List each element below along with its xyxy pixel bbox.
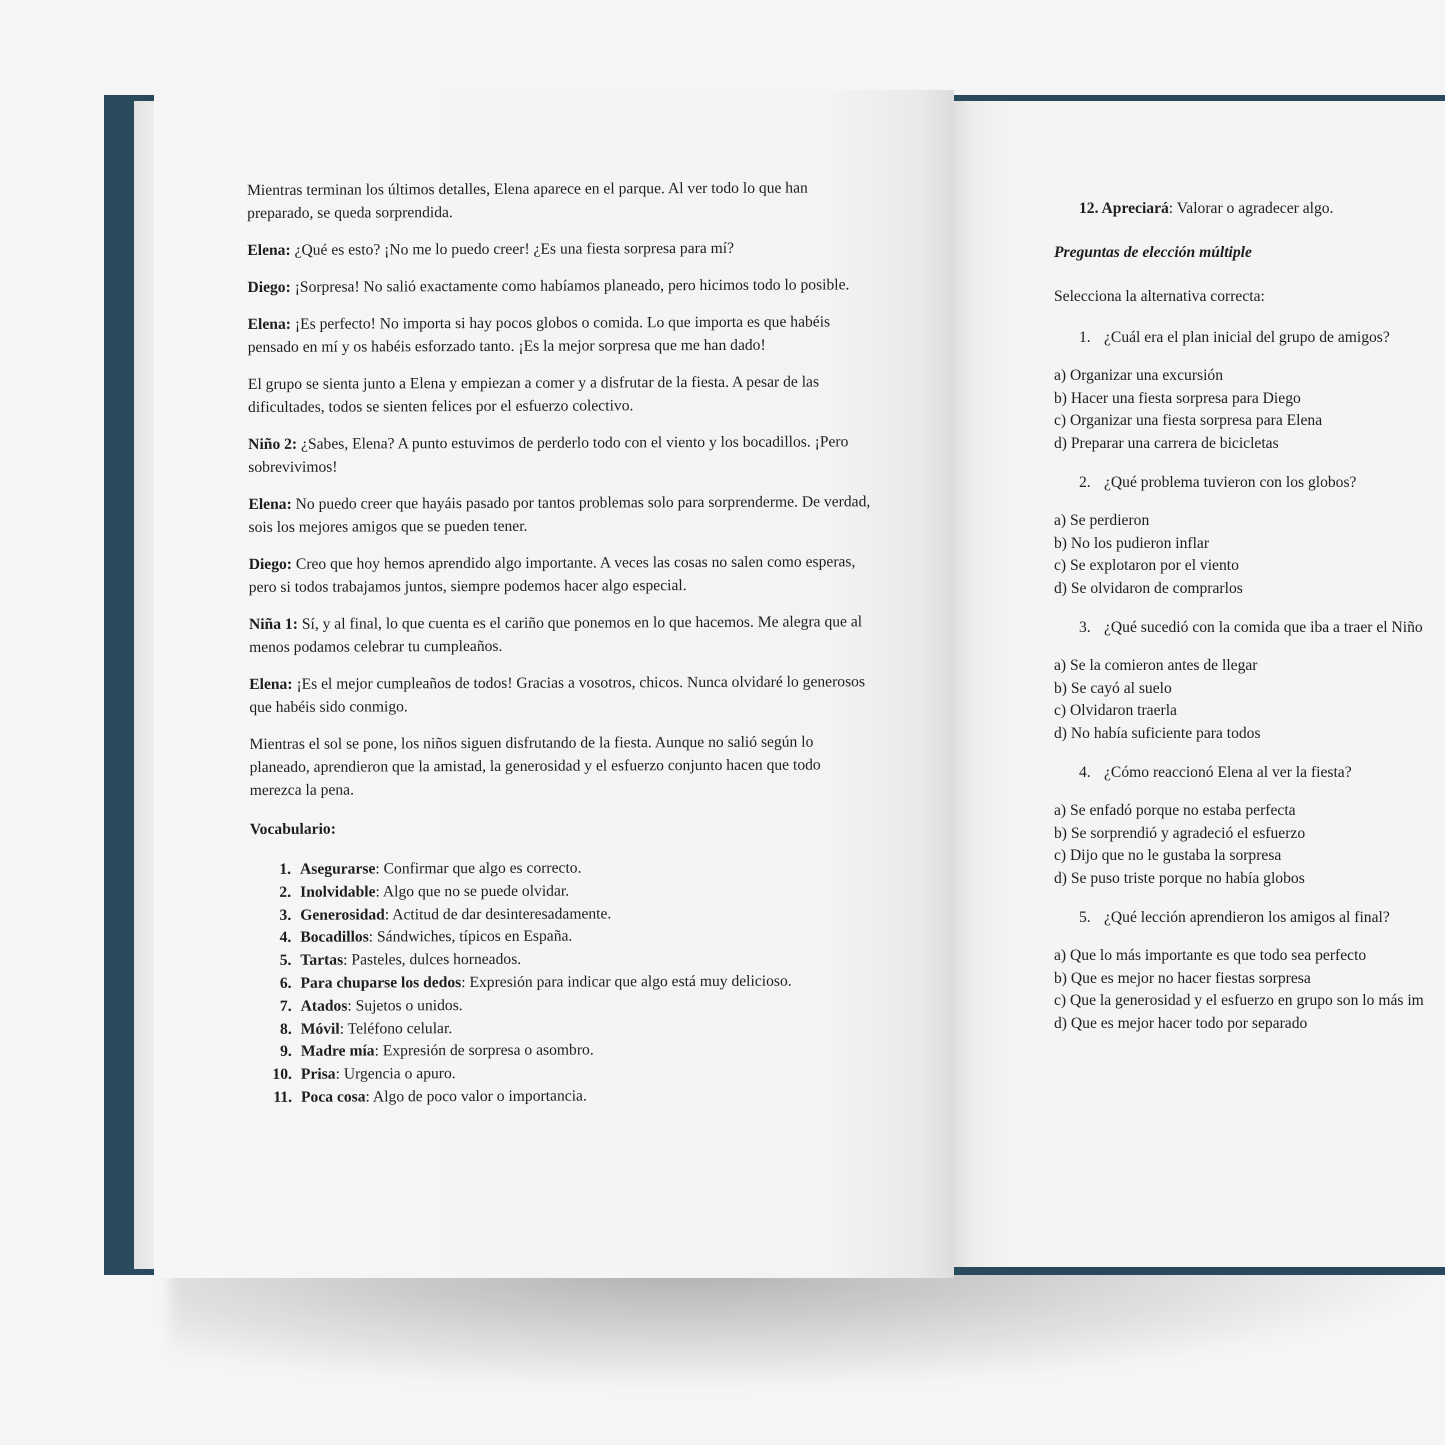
narration-paragraph xyxy=(248,370,873,419)
speaker-name: Niña 1: xyxy=(248,615,298,633)
vocab-term: Generosidad xyxy=(300,905,385,924)
question-number: 2. xyxy=(1079,474,1091,491)
vocab-item xyxy=(251,1039,876,1065)
speaker-name: Elena: xyxy=(247,241,291,259)
answer-option: d) Que es mejor hacer todo por separado xyxy=(1054,1014,1308,1032)
vocab-number: 8. xyxy=(279,1020,292,1038)
vocab-term: 12. Apreciará xyxy=(1079,200,1169,217)
vocab-body xyxy=(300,903,611,927)
vocab-definition: : Algo que no se puede olvidar. xyxy=(375,882,570,901)
question xyxy=(1079,761,1445,784)
vocab-item xyxy=(250,879,875,905)
paragraph-text: ¿Qué es esto? ¡No me lo puedo creer! ¿Es una fiesta sorpresa para mí? xyxy=(290,239,735,259)
vocab-number: 3. xyxy=(279,906,292,924)
vocab-term: Tartas xyxy=(300,951,344,969)
vocab-number: 11. xyxy=(273,1088,293,1106)
vocab-number: 9. xyxy=(280,1043,292,1061)
vocab-item xyxy=(250,925,875,951)
vocab-body xyxy=(301,1063,456,1086)
vocab-item xyxy=(251,1084,876,1110)
vocab-definition: : Urgencia o apuro. xyxy=(335,1065,456,1083)
vocab-definition: : Valorar o agradecer algo. xyxy=(1168,200,1334,217)
answer-option: b) Se sorprendió y agradeció el esfuerzo xyxy=(1054,824,1306,842)
narration-paragraph xyxy=(247,176,872,225)
answer-options xyxy=(1054,655,1445,745)
answer-option: b) Se cayó al suelo xyxy=(1054,679,1172,697)
paragraph-text: No puedo creer que hayáis pasado por tantos problemas solo para sorprenderme. De verdad, sois los mejores amigos que se pueden tener. xyxy=(248,493,871,536)
vocab-item xyxy=(250,947,875,973)
question-text: ¿Qué sucedió con la comida que iba a traer el Niño xyxy=(1104,619,1423,636)
paragraph-text: Creo que hoy hemos aprendido algo importante. A veces las cosas no salen como esperas, pero si todos trabajamos juntos, siempre podemos hacer algo especial. xyxy=(248,553,856,596)
paragraph-text: El grupo se sienta junto a Elena y empiezan a comer y a disfrutar de la fiesta. A pesar de las dificultades, todos se sienten felices por el esfuerzo colectivo. xyxy=(247,373,820,416)
speaker-name: Elena: xyxy=(248,495,292,513)
question-text: ¿Cómo reaccionó Elena al ver la fiesta? xyxy=(1104,764,1352,781)
vocab-term: Atados xyxy=(300,997,348,1015)
answer-option: a) Se la comieron antes de llegar xyxy=(1054,657,1258,674)
vocabulary-list xyxy=(250,856,876,1109)
vocab-item xyxy=(251,993,876,1019)
vocab-number: 5. xyxy=(279,952,292,970)
right-page xyxy=(954,101,1445,1267)
answer-option: c) Organizar una fiesta sorpresa para Elena xyxy=(1054,412,1323,429)
vocab-number: 10. xyxy=(272,1065,292,1084)
question-text: ¿Qué problema tuvieron con los globos? xyxy=(1104,474,1357,491)
vocab-number: 4. xyxy=(279,929,292,947)
speaker-name: Diego: xyxy=(247,278,291,296)
vocab-body xyxy=(300,926,572,950)
answer-option: a) Se perdieron xyxy=(1054,512,1150,529)
vocab-item-12 xyxy=(1079,197,1445,220)
instructions: Selecciona la alternativa correcta: xyxy=(1054,288,1265,305)
dialogue-line xyxy=(249,670,874,719)
question-number: 1. xyxy=(1079,329,1091,346)
answer-option: c) Olvidaron traerla xyxy=(1054,702,1177,719)
speaker-name: Elena: xyxy=(247,315,291,333)
vocab-number: 6. xyxy=(279,974,292,992)
right-page-text xyxy=(1054,197,1445,1051)
question xyxy=(1079,471,1445,494)
answer-option: b) No los pudieron inflar xyxy=(1054,534,1210,552)
vocab-body xyxy=(300,858,582,882)
dialogue-line xyxy=(247,273,872,299)
dialogue-line xyxy=(248,430,873,479)
vocab-definition: : Sándwiches, típicos en España. xyxy=(368,927,573,946)
vocab-body xyxy=(301,1018,453,1041)
vocab-item xyxy=(251,1016,876,1042)
answer-option: c) Se explotaron por el viento xyxy=(1054,557,1239,574)
dialogue-line xyxy=(248,490,873,539)
vocab-body xyxy=(300,880,569,904)
answer-options xyxy=(1054,800,1445,890)
vocab-term: Inolvidable xyxy=(300,883,376,901)
question xyxy=(1079,326,1445,349)
vocab-term: Poca cosa xyxy=(300,1088,366,1106)
question-number: 5. xyxy=(1079,909,1091,926)
vocab-term: Móvil xyxy=(300,1020,340,1038)
vocab-body xyxy=(300,971,791,996)
answer-option: c) Que la generosidad y el esfuerzo en grupo son lo más im xyxy=(1054,992,1424,1009)
vocab-term: Prisa xyxy=(300,1065,336,1083)
vocab-term: Bocadillos xyxy=(300,928,369,947)
answer-options xyxy=(1054,365,1445,455)
answer-option: a) Que lo más importante es que todo sea perfecto xyxy=(1054,947,1367,964)
question xyxy=(1079,906,1445,929)
paragraph-text: Sí, y al final, lo que cuenta es el cariño que ponemos en lo que hacemos. Me alegra que al menos podamos celebrar tu cumpleaños. xyxy=(249,613,863,656)
vocab-item xyxy=(251,1061,876,1087)
vocab-definition: : Pasteles, dulces horneados. xyxy=(343,950,522,969)
vocab-term: Asegurarse xyxy=(299,860,376,878)
vocab-definition: : Actitud de dar desinteresadamente. xyxy=(384,905,612,923)
paragraph-text: Mientras el sol se pone, los niños siguen disfrutando de la fiesta. Aunque no salió según lo planeado, aprendieron que la amistad, la generosidad y el esfuerzo conjunto hacen que todo merezca la pena. xyxy=(249,733,821,799)
vocab-number: 2. xyxy=(279,883,292,901)
answer-options xyxy=(1054,510,1445,600)
dialogue-line xyxy=(249,610,874,659)
question-text: ¿Qué lección aprendieron los amigos al final? xyxy=(1104,909,1390,926)
left-page-text xyxy=(247,176,876,1109)
vocab-definition: : Algo de poco valor o importancia. xyxy=(365,1087,587,1106)
answer-option: b) Que es mejor no hacer fiestas sorpresa xyxy=(1054,969,1311,987)
answer-option: b) Hacer una fiesta sorpresa para Diego xyxy=(1054,389,1301,407)
speaker-name: Niño 2: xyxy=(248,435,298,453)
vocab-definition: : Confirmar que algo es correcto. xyxy=(375,859,582,878)
question-number: 3. xyxy=(1079,619,1091,636)
vocab-term: Para chuparse los dedos xyxy=(300,974,462,992)
speaker-name: Elena: xyxy=(249,675,293,693)
narration-paragraph xyxy=(249,730,874,802)
vocab-item xyxy=(250,902,875,928)
paragraph-text: ¡Sorpresa! No salió exactamente como habíamos planeado, pero hicimos todo lo posible. xyxy=(290,276,850,296)
question-number: 4. xyxy=(1079,764,1091,781)
answer-option: d) No había suficiente para todos xyxy=(1054,724,1261,742)
answer-option: a) Organizar una excursión xyxy=(1054,367,1224,384)
paragraphs xyxy=(247,176,875,802)
paragraph-text: Mientras terminan los últimos detalles, Elena aparece en el parque. Al ver todo lo que han preparado, se queda sorprendida. xyxy=(247,179,808,222)
vocab-definition: : Teléfono celular. xyxy=(339,1019,453,1038)
vocab-definition: : Expresión de sorpresa o asombro. xyxy=(374,1041,594,1060)
vocab-item xyxy=(250,856,875,882)
answer-option: d) Se puso triste porque no había globos xyxy=(1054,869,1305,887)
vocab-definition: : Expresión para indicar que algo está muy delicioso. xyxy=(461,972,792,992)
paragraph-text: ¡Es el mejor cumpleaños de todos! Gracias a vosotros, chicos. Nunca olvidaré lo generosos que habéis sido conmigo. xyxy=(249,673,866,716)
answer-option: d) Se olvidaron de comprarlos xyxy=(1054,579,1243,597)
vocabulary-title: Vocabulario: xyxy=(249,820,336,838)
vocab-number: 1. xyxy=(279,860,292,878)
vocab-body xyxy=(300,949,521,973)
vocab-number: 7. xyxy=(279,997,292,1015)
questions xyxy=(1054,326,1445,1035)
answer-option: d) Preparar una carrera de bicicletas xyxy=(1054,434,1279,452)
section-title: Preguntas de elección múltiple xyxy=(1054,244,1252,261)
answer-option: c) Dijo que no le gustaba la sorpresa xyxy=(1054,847,1282,864)
vocab-definition: : Sujetos o unidos. xyxy=(347,996,463,1015)
vocab-item xyxy=(250,970,875,996)
vocab-body xyxy=(301,1040,594,1064)
vocab-term: Madre mía xyxy=(300,1042,375,1061)
paragraph-text: ¿Sabes, Elena? A punto estuvimos de perderlo todo con el viento y los bocadillos. ¡Pero sobrevivimos! xyxy=(248,433,849,476)
dialogue-line xyxy=(247,236,872,262)
answer-options xyxy=(1054,945,1445,1035)
dialogue-line xyxy=(249,550,874,599)
vocab-body xyxy=(301,995,463,1019)
answer-option: a) Se enfadó porque no estaba perfecta xyxy=(1054,802,1296,819)
paragraph-text: ¡Es perfecto! No importa si hay pocos globos o comida. Lo que importa es que habéis pensado en mí y os habéis esforzado tanto. ¡Es la mejor sorpresa que me han dado! xyxy=(247,313,831,356)
question-text: ¿Cuál era el plan inicial del grupo de amigos? xyxy=(1104,329,1390,346)
speaker-name: Diego: xyxy=(248,555,293,573)
dialogue-line xyxy=(248,310,873,359)
vocab-body xyxy=(301,1085,587,1109)
question xyxy=(1079,616,1445,639)
